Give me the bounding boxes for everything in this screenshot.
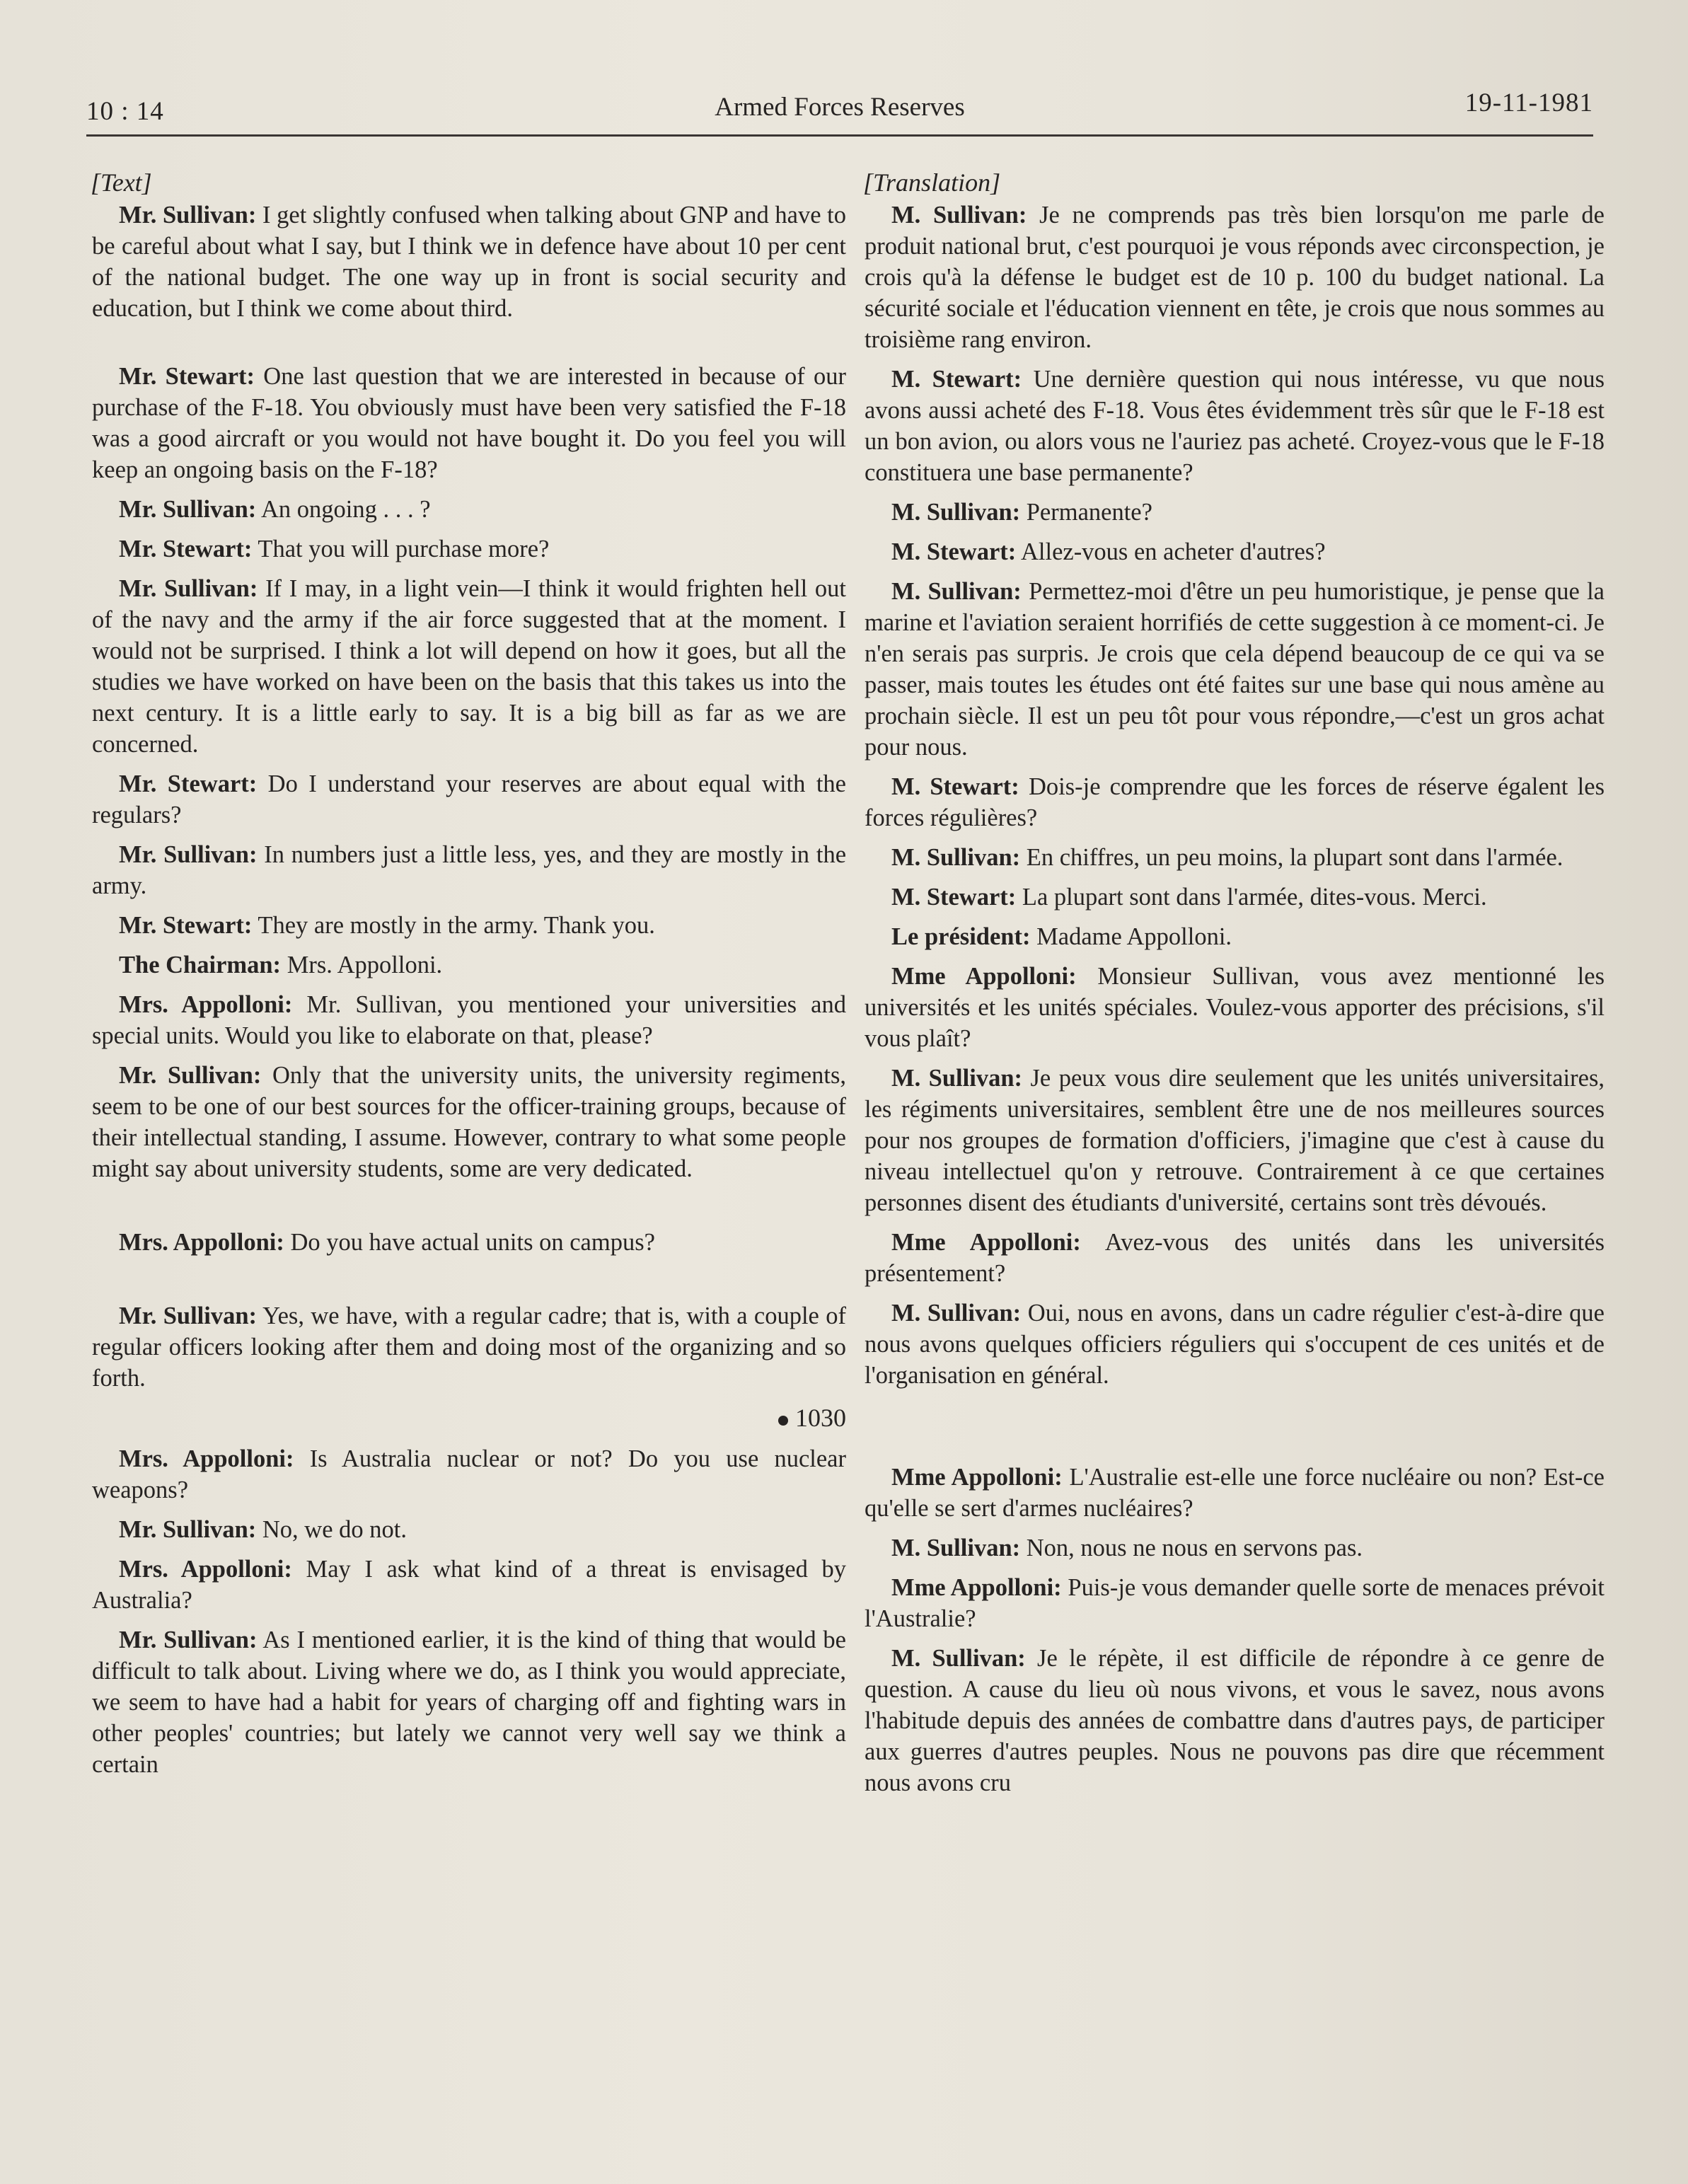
transcript-paragraph [92, 1554, 846, 1616]
speech-text: Permanente? [1020, 499, 1152, 526]
speech-text: In numbers just a little less, yes, and they are mostly in the army. [92, 841, 847, 899]
time-marker-value: 1030 [795, 1404, 846, 1432]
transcript-paragraph [865, 921, 1605, 952]
speaker-name: Mr. Stewart: [119, 536, 253, 562]
speaker-name: Mr. Sullivan: [119, 1627, 258, 1653]
transcript-paragraph [865, 200, 1605, 355]
transcript-paragraph [92, 1060, 846, 1184]
speaker-name: Mr. Stewart: [119, 770, 258, 797]
speech-text: They are mostly in the army. Thank you. [252, 912, 655, 939]
speech-text: An ongoing . . . ? [256, 496, 431, 523]
transcript-paragraph [865, 1532, 1605, 1564]
speaker-name: Mr. Sullivan: [119, 575, 258, 602]
speech-text: L'Australie est-elle une force nucléaire ou non? Est-ce qu'elle se sert d'armes nucléaires? [865, 1464, 1605, 1522]
transcript-paragraph [865, 497, 1605, 528]
speaker-name: Mrs. Appolloni: [119, 1229, 284, 1256]
speech-text: En chiffres, un peu moins, la plupart sont dans l'armée. [1020, 844, 1563, 871]
column-label: [Translation] [863, 168, 1001, 197]
transcript-paragraph [865, 536, 1605, 567]
speaker-name: M. Stewart: [891, 366, 1022, 393]
speaker-name: M. Sullivan: [891, 1065, 1022, 1092]
transcript-paragraph [92, 1300, 846, 1394]
speaker-name: Mrs. Appolloni: [119, 1556, 292, 1583]
transcript-paragraph [92, 494, 846, 525]
speech-text: Only that the university units, the university regiments, seem to be one of our best sources for the officer-training groups, because of their intellectual standing, I assume. However, contrary to what some people might say about university students, some are very dedicated. [92, 1062, 847, 1182]
speaker-name: Mr. Sullivan: [119, 1516, 257, 1543]
speaker-name: Mr. Sullivan: [119, 841, 258, 868]
speaker-name: M. Stewart: [891, 773, 1019, 800]
time-marker [92, 1402, 846, 1433]
bullet-icon [778, 1416, 788, 1426]
speaker-name: Mrs. Appolloni: [119, 991, 293, 1018]
speaker-name: Mr. Sullivan: [119, 496, 257, 523]
transcript-paragraph [92, 200, 846, 324]
transcript-paragraph [92, 949, 846, 981]
speaker-name: The Chairman: [119, 952, 282, 978]
transcript-paragraph [92, 768, 846, 831]
speech-text: Je le répète, il est difficile de répondre à ce genre de question. A cause du lieu où nous vivons, et vous le savez, nous avons l'habitude depuis des années de combattre dans d'autres pays, de participer aux guerres d'autres peuples. Nous ne pouvons pas dire que récemment nous avons cru [865, 1645, 1605, 1796]
speech-text: Mr. Sullivan, you mentioned your universities and special units. Would you like to elaborate on that, please? [92, 991, 846, 1049]
speaker-name: Mme Appolloni: [891, 1464, 1063, 1491]
transcript-paragraph [865, 1063, 1605, 1218]
transcript-paragraph [865, 842, 1605, 873]
transcript-paragraph [92, 573, 846, 760]
speech-text: If I may, in a light vein—I think it would frighten hell out of the navy and the army if the air force suggested that at the moment. I would not be surprised. I think a lot will depend on how it goes, but all the studies we have worked on have been on the basis that this takes us into the next century. It is a little early to say. It is a big bill as far as we are concerned. [92, 575, 846, 758]
speaker-name: Mrs. Appolloni: [119, 1445, 294, 1472]
transcript-paragraph [865, 364, 1605, 488]
speech-text: Avez-vous des unités dans les universités présentement? [865, 1229, 1605, 1287]
transcript-paragraph [865, 771, 1605, 833]
english-column [92, 167, 846, 1789]
transcript-paragraph [92, 839, 846, 901]
speech-text: Yes, we have, with a regular cadre; that is, with a couple of regular officers looking after them and doing most of the organizing and so forth. [92, 1302, 847, 1392]
transcript-paragraph [865, 1462, 1605, 1524]
speech-text: One last question that we are interested in because of our purchase of the F-18. You obviously must have been very satisfied the F-18 was a good aircraft or you would not have bought it. Do you feel you will keep an ongoing basis on the F-18? [92, 363, 846, 483]
speaker-name: Mr. Stewart: [119, 363, 255, 390]
column-label: [Text] [91, 168, 152, 197]
speech-text: Une dernière question qui nous intéresse, vu que nous avons aussi acheté des F-18. Vous êtes évidemment très sûr que le F-18 est un bon avion, ou alors vous ne l'auriez pas acheté. Croyez-vous que le F-18 constituera une base permanente? [865, 366, 1605, 486]
speaker-name: Mr. Sullivan: [119, 1062, 262, 1089]
speaker-name: Mme Appolloni: [891, 1574, 1062, 1601]
page-header [86, 85, 1593, 137]
speech-text: As I mentioned earlier, it is the kind of thing that would be difficult to talk about. Living where we do, as I think you would appreciate, we seem to have had a habit for years of charging off and fighting wars in other peoples' countries; but lately we cannot very well say we think a certain [92, 1627, 846, 1778]
speech-text: La plupart sont dans l'armée, dites-vous. Merci. [1016, 884, 1487, 911]
speech-text: No, we do not. [256, 1516, 407, 1543]
speech-text: Allez-vous en acheter d'autres? [1016, 538, 1326, 565]
speaker-name: M. Stewart: [891, 884, 1017, 911]
speech-text: Dois-je comprendre que les forces de réserve égalent les forces régulières? [865, 773, 1605, 831]
speech-text: Monsieur Sullivan, vous avez mentionné les universités et les unités spéciales. Voulez-vous apporter des précisions, s'il vous plaît? [865, 963, 1605, 1052]
speech-text: Je ne comprends pas très bien lorsqu'on me parle de produit national brut, c'est pourquoi je vous réponds avec circonspection, je crois qu'à la défense le budget est de 10 p. 100 du budget national. La sécurité sociale et l'éducation viennent en tête, je crois que nous sommes au troisième rang environ. [865, 202, 1605, 353]
speaker-name: M. Sullivan: [891, 578, 1022, 605]
transcript-paragraph [865, 1298, 1605, 1391]
speech-text: Non, nous ne nous en servons pas. [1020, 1535, 1363, 1561]
speaker-name: M. Sullivan: [891, 844, 1021, 871]
speech-text: Do you have actual units on campus? [284, 1229, 655, 1256]
transcript-paragraph [865, 1227, 1605, 1289]
french-column [865, 167, 1605, 1807]
speech-text: That you will purchase more? [252, 536, 550, 562]
transcript-paragraph [865, 1643, 1605, 1798]
speaker-name: M. Sullivan: [891, 499, 1021, 526]
speaker-name: M. Sullivan: [891, 1300, 1022, 1327]
transcript-paragraph [92, 361, 846, 485]
speaker-name: Mr. Sullivan: [119, 202, 257, 229]
page-date: 19-11-1981 [1464, 88, 1593, 117]
speech-text: I get slightly confused when talking about GNP and have to be careful about what I say, but I think we in defence have about 10 per cent of the national budget. The one way up in front is social security and education, but I think we come about third. [92, 202, 847, 322]
transcript-paragraph [92, 1443, 846, 1506]
speaker-name: Mr. Stewart: [119, 912, 253, 939]
page-number: 10 : 14 [86, 97, 164, 126]
transcript-paragraph [92, 1514, 846, 1545]
speaker-name: M. Sullivan: [891, 1535, 1021, 1561]
transcript-paragraph [92, 1624, 846, 1780]
speaker-name: Mr. Sullivan: [119, 1302, 258, 1329]
speaker-name: Mme Appolloni: [891, 1229, 1081, 1256]
speaker-name: Mme Appolloni: [891, 963, 1077, 990]
speech-text: Madame Appolloni. [1030, 923, 1232, 950]
transcript-paragraph [92, 533, 846, 565]
transcript-paragraph [92, 989, 846, 1051]
speaker-name: M. Sullivan: [891, 1645, 1026, 1672]
speech-text: Is Australia nuclear or not? Do you use nuclear weapons? [92, 1445, 846, 1503]
transcript-paragraph [92, 910, 846, 941]
speaker-name: Le président: [891, 923, 1031, 950]
transcript-paragraph [865, 576, 1605, 763]
speech-text: Oui, nous en avons, dans un cadre régulier c'est-à-dire que nous avons quelques officiers réguliers qui s'occupent de ces unités et de l'organisation en général. [865, 1300, 1605, 1389]
transcript-paragraph [865, 1572, 1605, 1634]
speaker-name: M. Stewart: [891, 538, 1017, 565]
speech-text: Puis-je vous demander quelle sorte de menaces prévoit l'Australie? [865, 1574, 1605, 1632]
speech-text: Je peux vous dire seulement que les unités universitaires, les régiments universitaires, semblent être une de nos meilleures sources pour nos groupes de formation d'officiers, j'imagine que c'est à cause du niveau intellectuel qu'on y retrouve. Contrairement à ce que certaines personnes disent des étudiants d'université, certains sont très dévoués. [865, 1065, 1605, 1216]
speech-text: Mrs. Appolloni. [281, 952, 443, 978]
transcript-paragraph [865, 961, 1605, 1054]
transcript-paragraph [92, 1227, 846, 1258]
running-title: Armed Forces Reserves [715, 93, 965, 122]
transcript-paragraph [865, 882, 1605, 913]
speaker-name: M. Sullivan: [891, 202, 1027, 229]
speech-text: May I ask what kind of a threat is envisaged by Australia? [92, 1556, 846, 1614]
speech-text: Permettez-moi d'être un peu humoristique, je pense que la marine et l'aviation seraient horrifiés de cette suggestion à ce moment-ci. Je n'en serais pas surpris. Je crois que cela dépend beaucoup de ce qui va se passer, mais toutes les études ont été faites sur une base qui nous amène au prochain siècle. Il est un peu tôt pour vous répondre,—c'est un gros achat pour nous. [865, 578, 1605, 761]
speech-text: Do I understand your reserves are about equal with the regulars? [92, 770, 846, 828]
